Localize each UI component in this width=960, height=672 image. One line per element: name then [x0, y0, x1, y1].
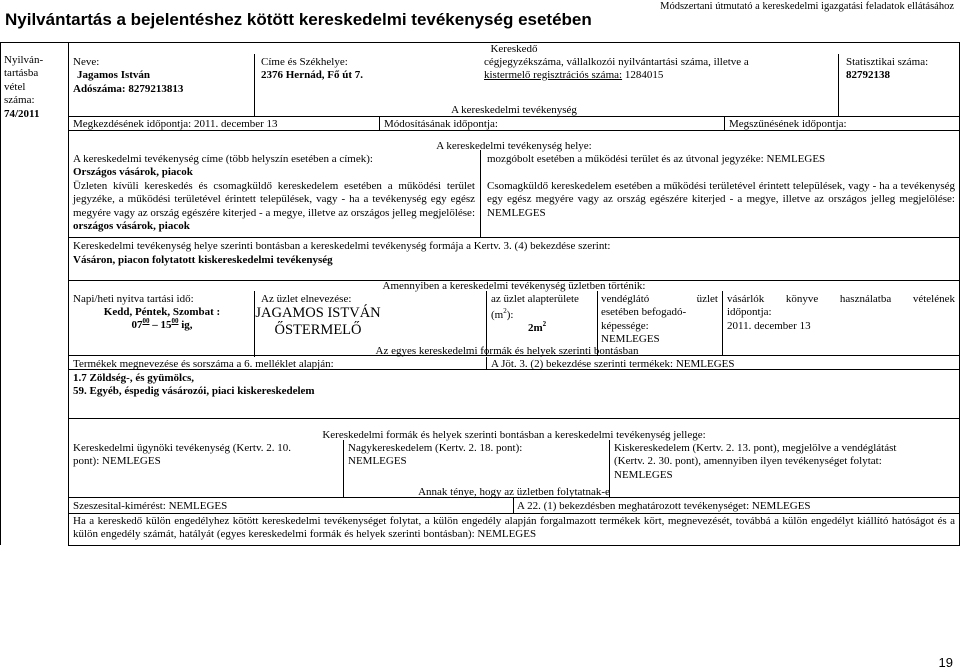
product-item-2: 59. Egyéb, éspedig vásározói, piaci kiskereskedelem — [73, 385, 315, 397]
location-address-label: A kereskedelmi tevékenység címe (több helyszín esetében a címek): — [73, 153, 373, 165]
agent-activity-value: NEMLEGES — [102, 455, 161, 468]
registration-number: 1284015 — [624, 69, 664, 81]
nature-section-label: Kereskedelmi formák és helyek szerinti bontásban a kereskedelmi tevékenység jellege: — [322, 429, 706, 441]
left-label-2: tartásba — [4, 67, 39, 80]
mail-order-label: Csomagküldő kereskedelem esetében a működési területével érintett települések, vagy - ha a tevékenység egy egész megyére vagy az ország egészére kiterjed - a megye, illetve az országos jelleg megjelölése: — [487, 180, 955, 206]
jot-products-value: NEMLEGES — [675, 358, 735, 370]
a22-line — [517, 500, 811, 513]
registration-line-2 — [484, 69, 663, 82]
shop-name-label: Az üzlet elnevezése: — [261, 293, 352, 305]
hospitality-capacity-value: NEMLEGES — [601, 333, 660, 346]
address-label: Címe és Székhelye: — [261, 56, 348, 68]
permit-text — [73, 515, 955, 542]
a22-value: NEMLEGES — [751, 500, 811, 512]
start-date-line — [73, 118, 278, 131]
product-item-1: 1.7 Zöldség-, és gyümölcs, — [73, 372, 194, 384]
mobile-shop-value: NEMLEGES — [766, 153, 826, 165]
permit-value: NEMLEGES — [477, 528, 537, 541]
page-number: 19 — [938, 655, 953, 670]
opening-hours-label: Napi/heti nyitva tartási idő: — [73, 293, 194, 305]
outside-shop-value: országos vásárok, piacok — [73, 220, 190, 233]
wholesale-value: NEMLEGES — [348, 455, 407, 468]
complaint-book-value: 2011. december 13 — [727, 319, 811, 332]
shop-activity-label: Annak ténye, hogy az üzletben folytatnak-e — [418, 486, 610, 498]
retail-value: NEMLEGES — [614, 468, 673, 481]
left-label-3: vétel — [4, 80, 26, 93]
hospitality-capacity: vendéglátó üzlet esetében befogadó- képessége: NEMLEGES — [601, 293, 718, 346]
tax-label: Adószáma: — [73, 83, 126, 95]
merchant-address: 2376 Hernád, Fő út 7. — [261, 69, 364, 81]
left-label-1: Nyilván- — [4, 54, 44, 66]
shop-area-unit: $(m^2)$: — [491, 307, 514, 321]
mobile-shop-line — [487, 153, 955, 166]
merchant-section-label: Kereskedő — [490, 43, 538, 55]
location-section-label: A kereskedelmi tevékenység helye: — [436, 140, 592, 152]
mail-order-value: NEMLEGES — [487, 206, 546, 219]
name-label: Neve: — [73, 56, 100, 68]
registry-number: 74/2011 — [4, 107, 40, 120]
modified-date-label: Módosításának időpontja: — [384, 118, 498, 130]
start-date-label: Megkezdésének időpontja: — [73, 118, 192, 130]
activity-section-label: A kereskedelmi tevékenység — [451, 104, 577, 116]
shop-name-value: JAGAMOS ISTVÁN ŐSTERMELŐ — [255, 305, 381, 338]
opening-hours-value: $07^{00} - 15^{00}$ ig, — [131, 317, 193, 331]
opening-days: Kedd, Péntek, Szombat : — [103, 306, 221, 318]
spirits-value: NEMLEGES — [168, 500, 228, 512]
jot-products-label: A Jöt. 3. (2) bekezdése szerinti termékek: — [491, 358, 674, 370]
wholesale-activity: Nagykereskedelem (Kertv. 2. 18. pont): NEMLEGES — [348, 442, 604, 469]
registry-number-cell — [4, 54, 64, 121]
end-date-label: Megszűnésének időpontja: — [729, 118, 847, 130]
merchant-name: Jagamos István — [77, 69, 151, 81]
permit-label: Ha a kereskedő külön engedélyhez kötött kereskedelmi tevékenységet folytat, a külön engedély alapján forgalmazott termékek kört, megnevezését, továbbá a külön engedélyt kiállító hatóságot és a külön engedély számát, hatályát (egyes kereskedelmi formák és helyek szerinti bontásban): — [73, 515, 955, 541]
products-label: Termékek megnevezése és sorszáma a 6. melléklet alapján: — [73, 358, 334, 370]
location-address-value: Országos vásárok, piacok — [73, 166, 193, 178]
mobile-shop-label: mozgóbolt esetében a működési terület és az útvonal jegyzéke: — [487, 153, 764, 165]
spirits-label: Szeszesital-kimérést: — [73, 500, 166, 512]
outside-shop-label: Üzleten kívüli kereskedés és csomagküldő kereskedelem esetében a működési terület jegyzéke, a működési területével érintett települések, vagy - ha a tevékenység egy egész megyére vagy az ország egészére kiterjed - a megye, illetve az országos jelleg megjelölése: — [73, 180, 475, 219]
shop-section-label: Amennyiben a kereskedelmi tevékenység üzletben történik: — [382, 280, 646, 292]
shop-area-label: az üzlet alapterülete — [491, 293, 579, 305]
shop-area-value: $2m^2$ — [528, 320, 547, 334]
tax-value: 8279213813 — [128, 83, 184, 95]
registration-label-2: kistermelő regisztrációs száma: — [484, 69, 623, 81]
activity-form-label: Kereskedelmi tevékenység helye szerinti bontásban a kereskedelmi tevékenység formája a Kertv. 3. (4) bekezdése szerint: — [73, 240, 611, 252]
breakdown-label: Az egyes kereskedelmi formák és helyek szerinti bontásban — [375, 345, 639, 357]
jot-products-line — [491, 358, 734, 371]
statistical-number: 82792138 — [846, 69, 890, 81]
agent-activity: Kereskedelmi ügynöki tevékenység (Kertv. 2. 10. pont): NEMLEGES — [73, 442, 292, 468]
spirits-line — [73, 500, 227, 513]
retail-activity: Kiskereskedelem (Kertv. 2. 13. pont), megjelölve a vendéglátást (Kertv. 2. 30. pont), amennyiben ilyen tevékenységet folytat: NEMLEGES — [614, 442, 956, 482]
outside-shop-text — [73, 180, 475, 234]
start-date-value: 2011. december 13 — [193, 118, 278, 130]
page-title: Nyilvántartás a bejelentéshez kötött kereskedelmi tevékenység esetében — [5, 10, 592, 29]
mail-order-text — [487, 180, 955, 220]
guide-title: Módszertani útmutató a kereskedelmi igazgatási feladatok ellátásához — [660, 1, 954, 12]
a22-label: A 22. (1) bekezdésben meghatározott tevékenységet: — [517, 500, 750, 512]
complaint-book-date: vásárlók könyve használatba vételének időpontja: 2011. december 13 — [727, 293, 955, 332]
left-label-4: száma: — [4, 94, 35, 107]
tax-number-line — [73, 83, 183, 96]
statistical-number-label: Statisztikai száma: — [846, 56, 929, 68]
activity-form-value: Vásáron, piacon folytatott kiskereskedelmi tevékenység — [73, 254, 333, 266]
registration-label-1: cégjegyzékszáma, vállalkozói nyilvántartási száma, illetve a — [484, 56, 749, 68]
